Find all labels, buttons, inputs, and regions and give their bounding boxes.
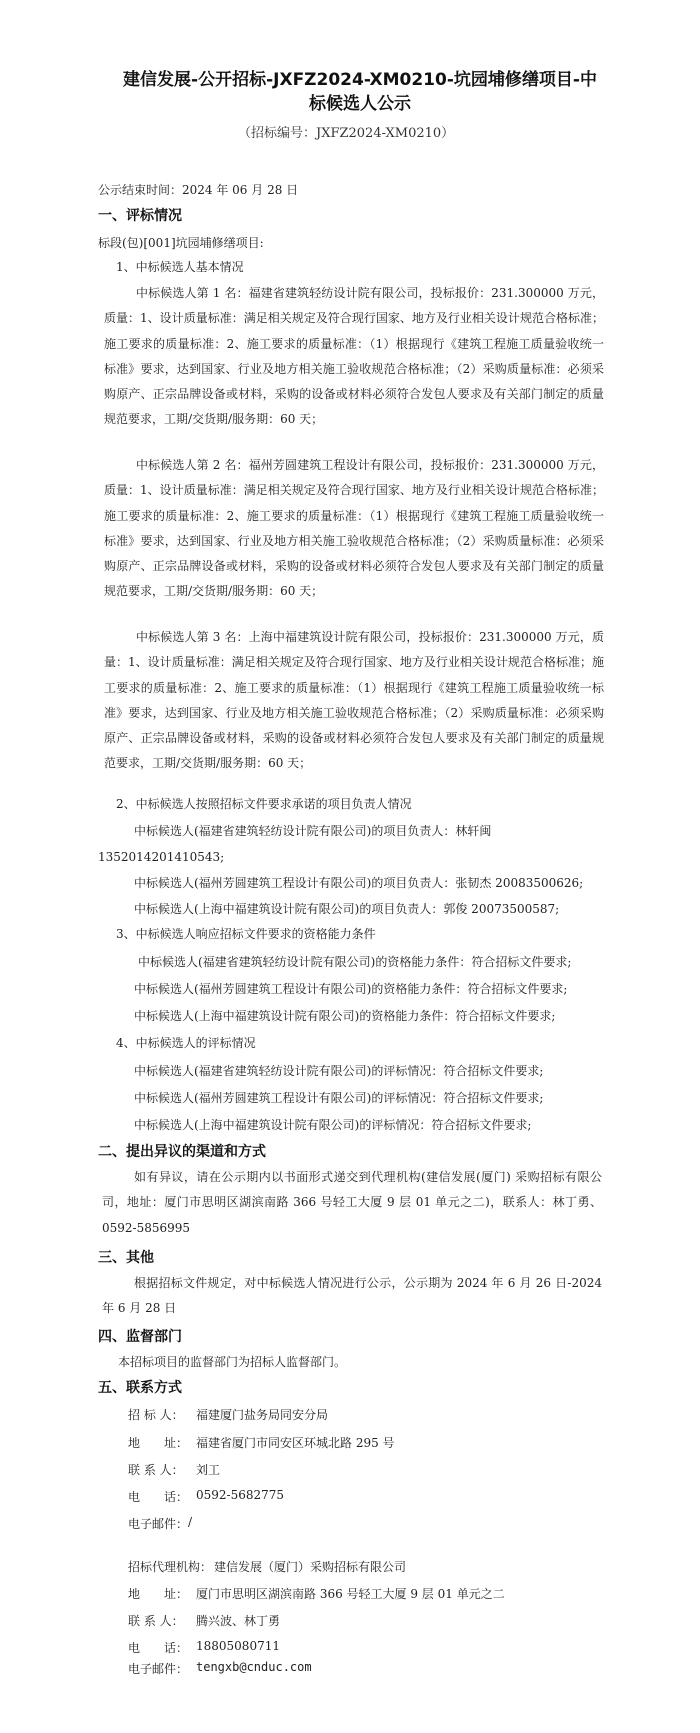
- tenderer-contact-label: 联 系 人：: [128, 1463, 184, 1477]
- objection-text: 如有异议，请在公示期内以书面形式递交到代理机构(建信发展(厦门) 采购招标有限公司，地址：厦门市思明区湖滨南路 366 号轻工大厦 9 层 01 单元之二)，联系人：林丁勇、0592-5856995: [102, 1170, 602, 1235]
- section-5-heading: 五、联系方式: [98, 1380, 182, 1396]
- qual-2: 中标候选人(福州芳圆建筑工程设计有限公司)的资格能力条件：符合招标文件要求;: [134, 982, 568, 996]
- tenderer-email-label: 电子邮件：: [128, 1517, 189, 1531]
- section-3-heading: 三、其他: [98, 1250, 154, 1266]
- candidate-1-detail: 中标候选人第 1 名：福建省建筑轻纺设计院有限公司，投标报价：231.300000 万元，质量：1、设计质量标准：满足相关规定及符合现行国家、地方及行业相关设计规范合格标准；施工要求的质量标准：2、施工要求的质量标准：（1）根据现行《建筑工程施工质量验收统一标准》要求，达到国家、行业及地方相关施工验收规范合格标准；（2）采购质量标准：必须采购原产、正宗品牌设备或材料，采购的设备或材料必须符合发包人要求及有关部门制定的质量规范要求，工期/交货期/服务期：60 天；: [104, 286, 604, 427]
- agent-phone-value: 18805080711: [196, 1639, 280, 1653]
- candidate-3-detail: 中标候选人第 3 名：上海中福建筑设计院有限公司，投标报价：231.300000 万元，质量：1、设计质量标准：满足相关规定及符合现行国家、地方及行业相关设计规范合格标准；施工要求的质量标准：2、施工要求的质量标准：（1）根据现行《建筑工程施工质量验收统一标准》要求，达到国家、行业及地方相关施工验收规范合格标准；（2）采购质量标准：必须采购原产、正宗品牌设备或材料，采购的设备或材料必须符合发包人要求及有关部门制定的质量规范要求，工期/交货期/服务期：60 天；: [104, 630, 604, 771]
- section-4-heading: 四、监督部门: [98, 1329, 182, 1345]
- lot-label: 标段(包)[001]坑园埔修缮项目:: [98, 236, 264, 250]
- section-2-heading: 二、提出异议的渠道和方式: [98, 1144, 266, 1160]
- section-1-heading: 一、评标情况: [98, 208, 182, 224]
- agent-label: 招标代理机构：: [128, 1560, 213, 1574]
- qual-1: 中标候选人(福建省建筑轻纺设计院有限公司)的资格能力条件：符合招标文件要求;: [138, 955, 572, 969]
- other-text: 根据招标文件规定，对中标候选人情况进行公示，公示期为 2024 年 6 月 26 日-2024 年 6 月 28 日: [102, 1276, 602, 1316]
- agent-contact-value: 腾兴波、林丁勇: [196, 1614, 281, 1628]
- tenderer-label: 招 标 人：: [128, 1408, 184, 1422]
- qual-3: 中标候选人(上海中福建筑设计院有限公司)的资格能力条件：符合招标文件要求;: [134, 1009, 556, 1023]
- agent-contact-label: 联 系 人：: [128, 1614, 184, 1628]
- pm-2: 中标候选人(福州芳圆建筑工程设计有限公司)的项目负责人：张韧杰 20083500626;: [134, 876, 584, 890]
- tenderer-value: 福建厦门盐务局同安分局: [196, 1408, 329, 1422]
- tender-number: （招标编号：JXFZ2024-XM0210）: [238, 126, 455, 141]
- tenderer-contact-value: 刘工: [196, 1463, 221, 1477]
- subsection-1-4: 4、中标候选人的评标情况: [116, 1036, 256, 1050]
- tenderer-address-value: 福建省厦门市同安区环城北路 295 号: [196, 1436, 395, 1450]
- agent-address-value: 厦门市思明区湖滨南路 366 号轻工大厦 9 层 01 单元之二: [196, 1587, 505, 1601]
- agent-value: 建信发展（厦门）采购招标有限公司: [214, 1560, 407, 1574]
- subsection-1-3: 3、中标候选人响应招标文件要求的资格能力条件: [116, 927, 376, 941]
- candidate-2-detail: 中标候选人第 2 名：福州芳圆建筑工程设计有限公司，投标报价：231.300000 万元，质量：1、设计质量标准：满足相关规定及符合现行国家、地方及行业相关设计规范合格标准；施工要求的质量标准：2、施工要求的质量标准：（1）根据现行《建筑工程施工质量验收统一标准》要求，达到国家、行业及地方相关施工验收规范合格标准；（2）采购质量标准：必须采购原产、正宗品牌设备或材料，采购的设备或材料必须符合发包人要求及有关部门制定的质量规范要求，工期/交货期/服务期：60 天；: [104, 458, 604, 599]
- eval-2: 中标候选人(福州芳圆建筑工程设计有限公司)的评标情况：符合招标文件要求;: [134, 1091, 544, 1105]
- eval-3: 中标候选人(上海中福建筑设计院有限公司)的评标情况：符合招标文件要求;: [134, 1118, 532, 1132]
- pm-1: 中标候选人(福建省建筑轻纺设计院有限公司)的项目负责人：林轩闽: [134, 824, 492, 838]
- tenderer-address-label: 地 址：: [128, 1436, 189, 1450]
- agent-address-label: 地 址：: [128, 1587, 189, 1601]
- pm-1-cert: 1352014201410543;: [98, 850, 225, 864]
- eval-1: 中标候选人(福建省建筑轻纺设计院有限公司)的评标情况：符合招标文件要求;: [134, 1064, 544, 1078]
- agent-phone-label: 电 话：: [128, 1641, 189, 1655]
- agent-email-value: tengxb@cnduc.com: [196, 1660, 312, 1674]
- tenderer-email-value: /: [188, 1515, 193, 1529]
- subsection-1-2: 2、中标候选人按照招标文件要求承诺的项目负责人情况: [116, 797, 412, 811]
- tenderer-phone-value: 0592-5682775: [196, 1488, 285, 1502]
- end-time: 公示结束时间：2024 年 06 月 28 日: [98, 183, 299, 197]
- page-title: 建信发展-公开招标-JXFZ2024-XM0210-坑园埔修缮项目-中标候选人公示: [123, 70, 597, 114]
- pm-3: 中标候选人(上海中福建筑设计院有限公司)的项目负责人：郭俊 20073500587;: [134, 902, 560, 916]
- subsection-1-1: 1、中标候选人基本情况: [116, 260, 244, 274]
- tenderer-phone-label: 电 话：: [128, 1490, 189, 1504]
- supervision-text: 本招标项目的监督部门为招标人监督部门。: [118, 1355, 347, 1369]
- agent-email-label: 电子邮件：: [128, 1662, 189, 1676]
